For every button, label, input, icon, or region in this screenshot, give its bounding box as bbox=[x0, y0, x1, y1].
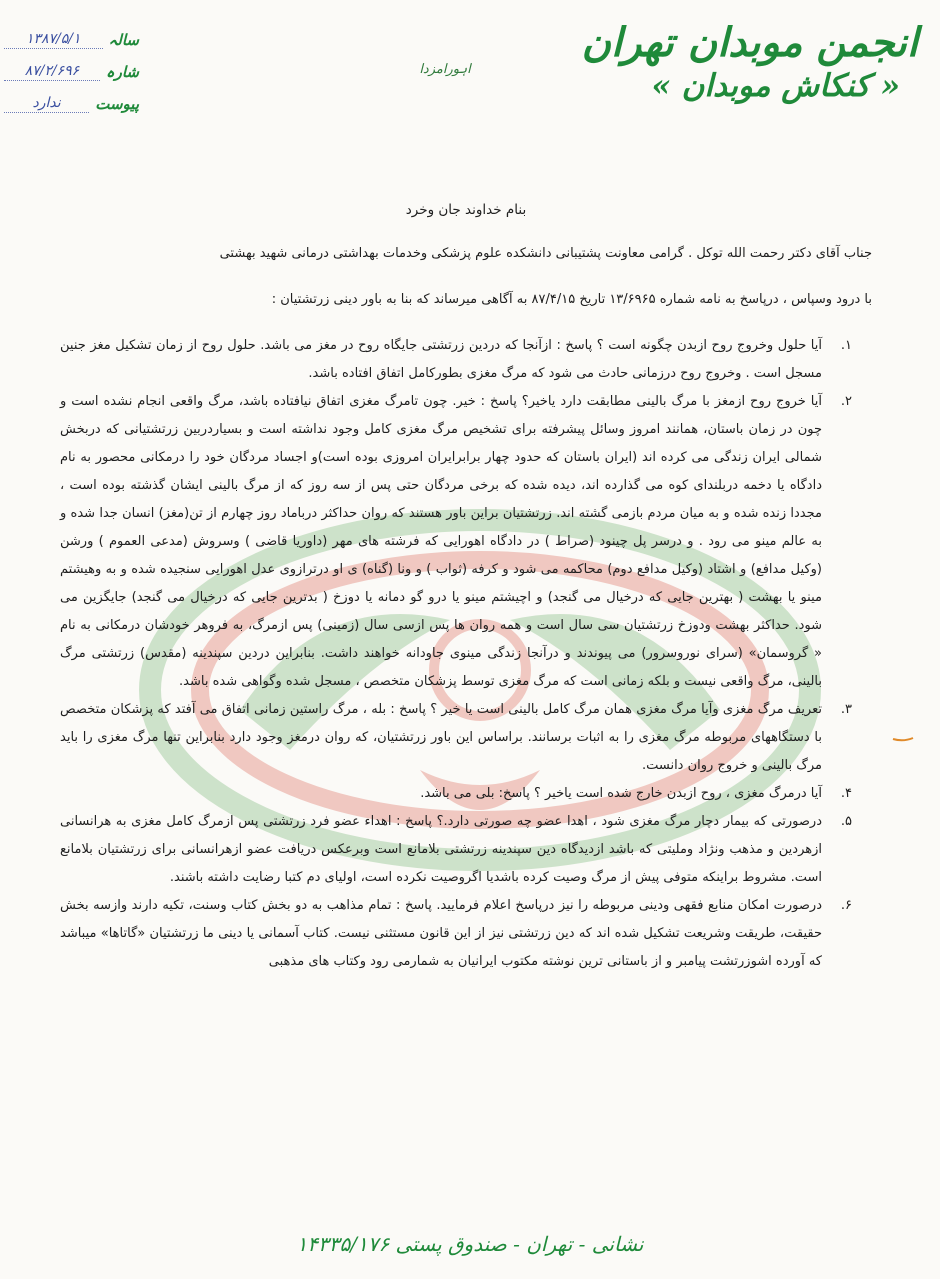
letter-heading: بنام خداوند جان وخرد bbox=[405, 202, 527, 218]
qa-text: تعریف مرگ مغزی وآیا مرگ مغزی همان مرگ کامل بالینی است یا خیر ؟ پاسخ : بله ، مرگ راستین زمانی اتفاق می آفتد که پزشکان متخصص با دستگاههای مربوطه مرگ مغزی را به اثبات برسانند. براساس این باور زرتشتیان، که روان درمغز وجود دارد بنابراین تنها مرگ مغزی را باید مرگ بالینی و خروج روان دانست. bbox=[60, 702, 822, 773]
meta-number-value: ۸۷/۲/۶۹۶ bbox=[4, 63, 100, 81]
qa-number: ۳. bbox=[840, 702, 852, 717]
meta-number-row bbox=[4, 56, 139, 88]
letter-addressee: جناب آقای دکتر رحمت الله توکل . گرامی معاونت پشتیبانی دانشکده علوم پزشکی وخدمات بهداشتی درمانی شهید بهشتی bbox=[219, 246, 872, 261]
qa-number: ۱. bbox=[840, 338, 852, 353]
org-name: انجمن موبدان تهران bbox=[581, 19, 918, 66]
letter-intro: با درود وسپاس ، درپاسخ به نامه شماره ۱۳/۶۹۶۵ تاریخ ۸۷/۴/۱۵ به آگاهی میرساند که بنا به باور دینی زرتشتیان : bbox=[271, 292, 872, 307]
letter-meta-block bbox=[4, 24, 139, 120]
meta-attachment-label: پیوست bbox=[95, 95, 139, 113]
qa-text: درصورتی که بیمار دچار مرگ مغزی شود ، اهدا عضو چه صورتی دارد.؟ پاسخ : اهداء عضو فرد زرتشتی پس ازمرگ کامل مغزی به هرانسانی ازهردین و مذهب ونژاد وملیتی که باشد ازدیدگاه دین سپندینه زرتشتی بلامانع است وبرعکس دریافت عضو ازهرانسانی برای زرتشتیان بلامانع است. مشروط براینکه متوفی پیش از مرگ وصیت کرده باشدیا اگروصیت نکرده است، اولیای دم کتبا رضایت داشته باشند. bbox=[60, 814, 822, 885]
qa-item-1 bbox=[60, 332, 872, 388]
qa-number: ۶. bbox=[840, 898, 852, 913]
qa-item-5 bbox=[60, 808, 872, 892]
qa-text: درصورت امکان منابع فقهی ودینی مربوطه را نیز درپاسخ اعلام فرمایید. پاسخ : تمام مذاهب به دو بخش کتاب وسنت، تکیه دارند وازسه بخش حقیقت، طریقت وشریعت تشکیل شده اند که دین زرتشتی نیز از این قانون مستثنی نیست. کتاب آسمانی یا دینی ما زرتشتیان «گاتاها» میباشد که آورده اشوزرتشت پیامبر و از باستانی ترین نوشته مکتوب ایرانیان به شمارمی رود وکتاب های مذهبی bbox=[60, 898, 822, 969]
footer-address: نشانی - تهران - صندوق پستی ۱۴۳۳۵/۱۷۶ bbox=[296, 1232, 644, 1256]
letter-body bbox=[60, 196, 872, 976]
org-subtitle: « کنکاش موبدان » bbox=[651, 68, 900, 104]
meta-attachment-row bbox=[4, 88, 139, 120]
motto: اہورامزدا bbox=[419, 62, 471, 77]
qa-item-3 bbox=[60, 696, 872, 780]
qa-number: ۵. bbox=[840, 814, 852, 829]
meta-date-value: ۱۳۸۷/۵/۱ bbox=[4, 31, 103, 49]
qa-list bbox=[60, 332, 872, 976]
meta-attachment-value: ندارد bbox=[4, 95, 89, 113]
meta-date-row bbox=[4, 24, 139, 56]
qa-number: ۲. bbox=[840, 394, 852, 409]
qa-item-2 bbox=[60, 388, 872, 696]
meta-date-label: سالہ bbox=[108, 31, 139, 49]
org-logo bbox=[581, 19, 918, 106]
qa-number: ۴. bbox=[840, 786, 852, 801]
qa-text: آیا خروج روح ازمغز با مرگ بالینی مطابقت دارد یاخیر؟ پاسخ : خیر. چون تامرگ مغزی اتفاق نیافتاده باشد، مرگ واقعی انجام نشده است و چون در زمان باستان، همانند امروز وسائل پیشرفته برای تشخیص مرگ مغزی کامل وجود نداشته است و بسیاردربین زرتشتیانی که دربخش شمالی ایران زندگی می کرده اند (ایران باستان که حدود چهار برابرایران امروزی بوده است)و اجساد مردگان خود را درمکانی محصور به نام دادگاه یا دخمه دربلندای کوه می گذارده اند، دیده شده که برخی مردگان حتی پس از سه روز که از مرگ بالینی ایشان گذشته بوده است ، مجددا زنده شده و به میان مردم بازمی گشته اند. زرتشتیان براین باور هستند که روان حداکثر درباماد روز چهارم از تن(مغز) انسان جدا شده و به عالم مینو می رود . و درسر پل چینود (صراط ) در دادگاه اهورایی که فرشته های مهر (داوریا قاضی ) وسروش (مدعی العموم ) ورشن (وکیل مدافع) و اشتاد (وکیل مدافع دوم) محاکمه می شود و کرفه (ثواب ) و ونا (گناه) ی او درترازوی عدل اهورایی سنجیده شده و به وهیشتم مینو یا بهشت ( بهترین جایی که درخیال می گنجد) و اچیشتم مینو یا درو گو دمانه یا دوزخ ( بدترین جایی که درخیال می گنجد) جایگزین می شود. حداکثر بهشت ودوزخ زرتشتیان سی سال است و همه روان ها پس ازسی سال (زمینی) پس ازمرگ، به فروهر خودشان درمکانی به نام « گروسمان» (سرای نوروسرور) می پیوندند و درآنجا زندگی مینوی جاودانه خواهند داشت. بنابراین دردین سپندینه (مقدس) زرتشتی مرگ بالینی، مرگ واقعی نیست و بلکه زمانی است که مرگ مغزی توسط پزشکان متخصص ، مسجل شده وگواهی شده باشد. bbox=[60, 394, 822, 689]
pen-mark bbox=[892, 736, 914, 742]
qa-item-4 bbox=[60, 780, 872, 808]
qa-text: آیا درمرگ مغزی ، روح ازبدن خارج شده است یاخیر ؟ پاسخ: بلی می باشد. bbox=[420, 786, 822, 801]
qa-item-6 bbox=[60, 892, 872, 976]
qa-text: آیا حلول وخروج روح ازبدن چگونه است ؟ پاسخ : ازآنجا که دردین زرتشتی جایگاه روح در مغز می باشد. حلول روح از زمان تشکیل مغز جنین مسجل است . وخروج روح درزمانی حادث می شود که مرگ مغزی بطورکامل اتفاق افتاده باشد. bbox=[60, 338, 822, 381]
meta-number-label: شارہ bbox=[105, 63, 139, 81]
